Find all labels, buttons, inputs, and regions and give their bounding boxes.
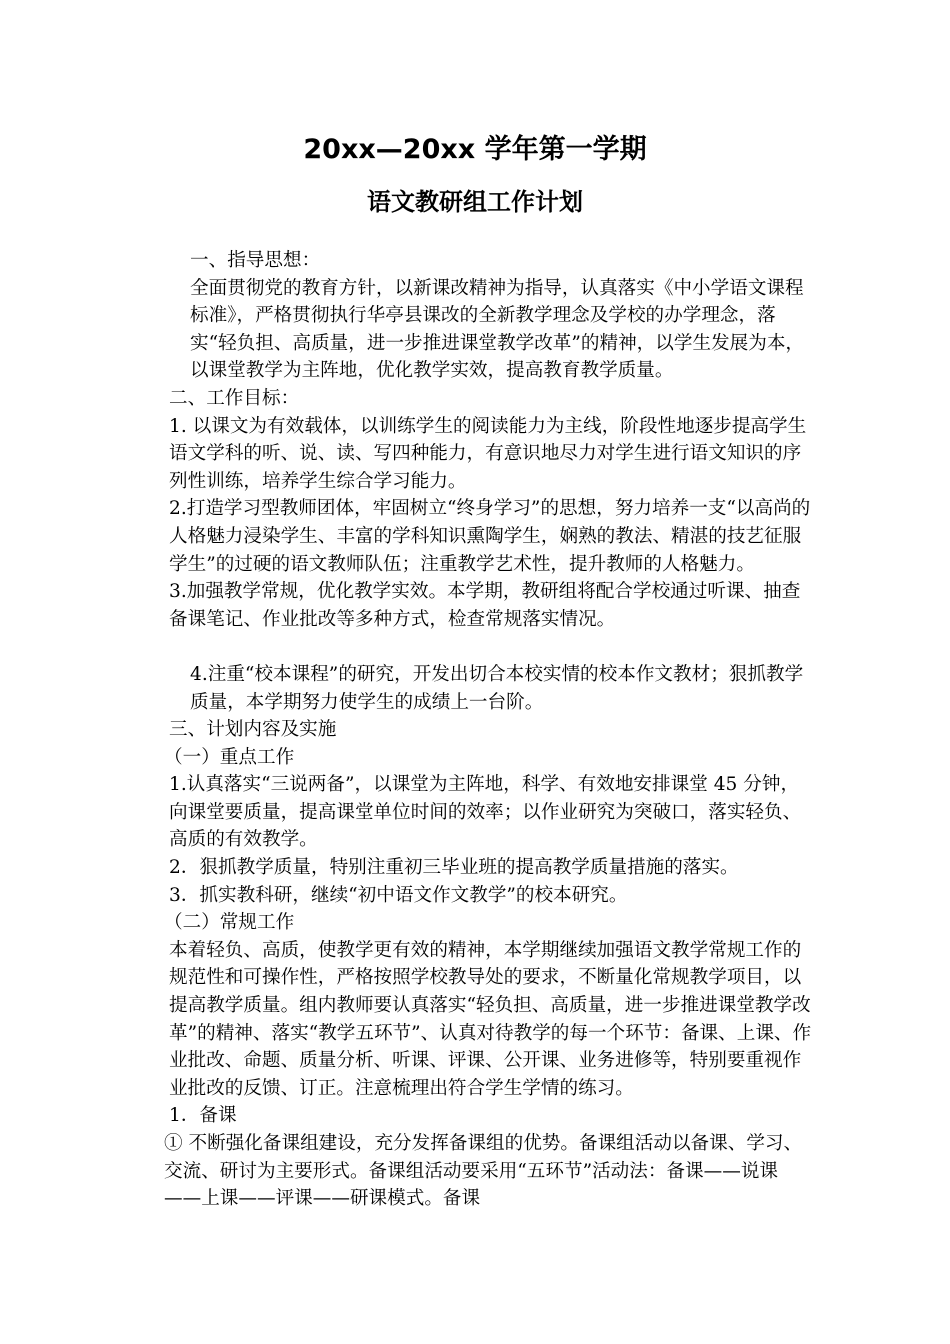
subsection-heading: （一）重点工作 <box>164 746 295 768</box>
paragraph: 本着轻负、高质，使教学更有效的精神，本学期继续加强语文教学常规工作的规范性和可操作性，严格按照学校教导处的要求，不断量化常规教学项目，以提高教学质量。组内教师要认真落实“轻负担、高质量，进一步推进课堂教学改革”的精神、落实“教学五环节”、认真对待教学的每一个环节：备课、上课、作业批改、命题、质量分析、听课、评课、公开课、业务进修等，特别要重视作业批改的反馈、订正。注意梳理出符合学生学情的练习。 <box>169 939 812 1099</box>
paragraph: 全面贯彻党的教育方针，以新课改精神为指导，认真落实《中小学语文课程标准》，严格贯彻执行华亭县课改的全新教学理念及学校的办学理念，落实“轻负担、高质量，进一步推进课堂教学改革”的精神，以学生发展为本，以课堂教学为主阵地，优化教学实效，提高教育教学质量。 <box>190 277 805 382</box>
paragraph: 3．抓实教科研，继续“初中语文作文教学”的校本研究。 <box>169 884 628 906</box>
paragraph: 1.认真落实“三说两备”，以课堂为主阵地，科学、有效地安排课堂 45 分钟，向课堂要质量，提高课堂单位时间的效率；以作业研究为突破口，落实轻负、高质的有效教学。 <box>169 774 802 851</box>
paragraph: 2．狠抓教学质量，特别注重初三毕业班的提高教学质量措施的落实。 <box>169 857 739 879</box>
blank-line <box>143 633 813 661</box>
document-body <box>143 247 813 1213</box>
document-title-line1: 20xx—20xx 学年第一学期 <box>303 134 647 165</box>
subsection-heading: 1．备课 <box>169 1105 237 1127</box>
document-title-line2: 语文教研组工作计划 <box>367 188 583 216</box>
section-heading: 二、工作目标： <box>169 387 300 409</box>
paragraph: 3.加强教学常规，优化教学实效。本学期，教研组将配合学校通过听课、抽查备课笔记、作业批改等多种方式，检查常规落实情况。 <box>169 581 801 630</box>
section-heading: 三、计划内容及实施 <box>169 719 337 741</box>
subsection-heading: （二）常规工作 <box>164 912 295 934</box>
paragraph: 4.注重“校本课程”的研究，开发出切合本校实情的校本作文教材；狠抓教学质量，本学期努力使学生的成绩上一台阶。 <box>190 663 804 713</box>
section-heading: 一、指导思想： <box>190 250 321 271</box>
paragraph: ① 不断强化备课组建设，充分发挥备课组的优势。备课组活动以备课、学习、交流、研讨为主要形式。备课组活动要采用“五环节”活动法：备课——说课——上课——评课——研课模式。备课 <box>164 1133 803 1210</box>
paragraph: 1. 以课文为有效载体，以训练学生的阅读能力为主线，阶段性地逐步提高学生语文学科的听、说、读、写四种能力，有意识地尽力对学生进行语文知识的序列性训练，培养学生综合学习能力。 <box>169 415 807 492</box>
paragraph: 2.打造学习型教师团体，牢固树立“终身学习”的思想，努力培养一支“以高尚的人格魅力浸染学生、丰富的学科知识熏陶学生，娴熟的教法、精湛的技艺征服学生”的过硬的语文教师队伍；注重教学艺术性，提升教师的人格魅力。 <box>169 498 811 575</box>
